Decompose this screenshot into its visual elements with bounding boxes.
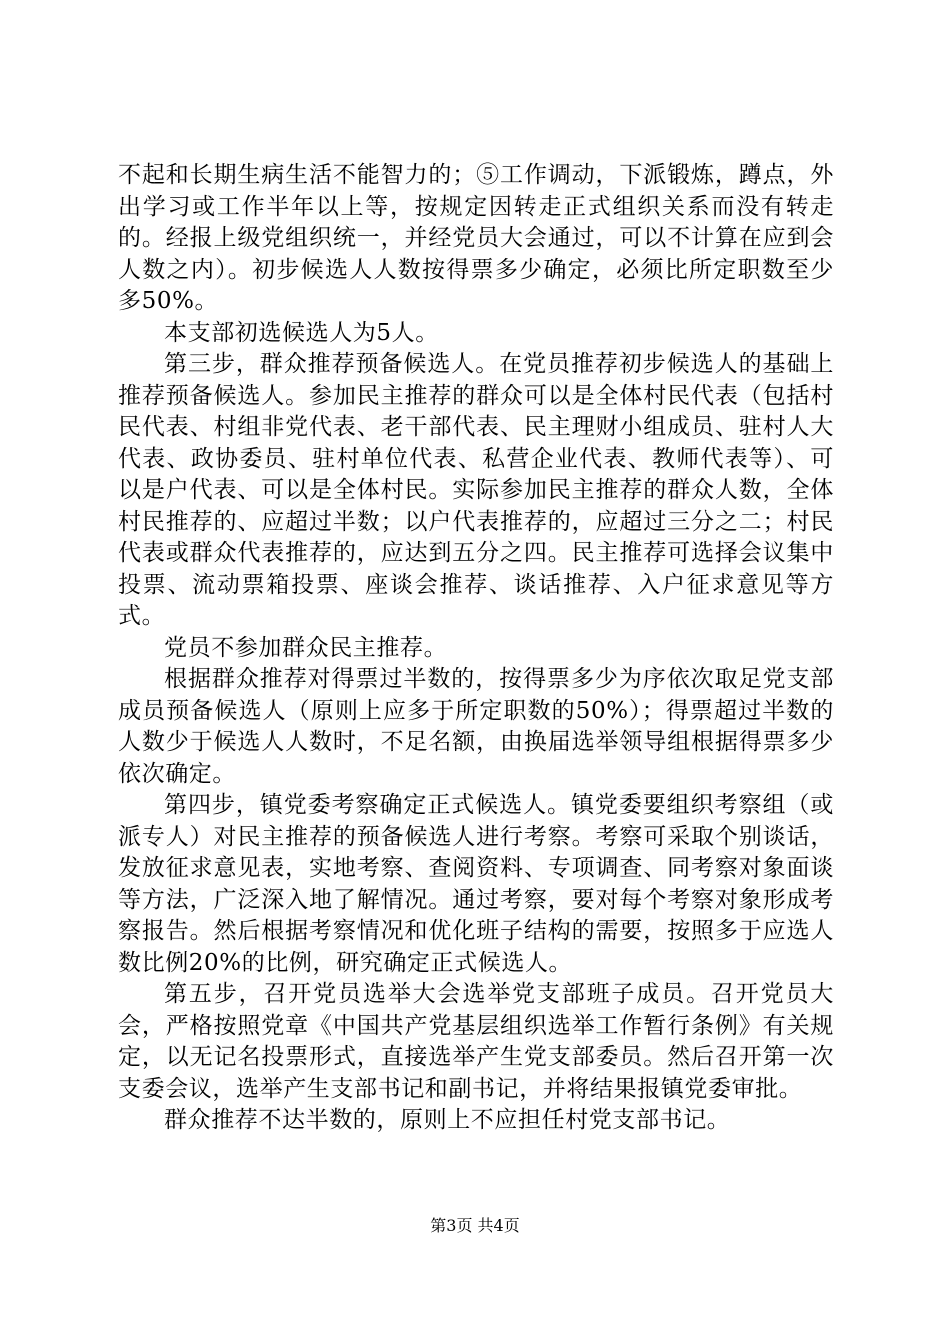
paragraph-7: 第五步，召开党员选举大会选举党支部班子成员。召开党员大会，严格按照党章《中国共产党基层组织选举工作暂行条例》有关规定，以无记名投票形式，直接选举产生党支部委员。然后召开第一次支委会议，选举产生支部书记和副书记，并将结果报镇党委审批。 xyxy=(118,981,834,1102)
paragraph-6: 第四步，镇党委考察确定正式候选人。镇党委要组织考察组（或派专人）对民主推荐的预备候选人进行考察。考察可采取个别谈话，发放征求意见表，实地考察、查阅资料、专项调查、同考察对象面谈等方法，广泛深入地了解情况。通过考察，要对每个考察对象形成考察报告。然后根据考察情况和优化班子结构的需要，按照多于应选人数比例20%的比例，研究确定正式候选人。 xyxy=(118,792,834,976)
page-footer: 第3页 共4页 xyxy=(430,1216,520,1235)
paragraph-8: 群众推荐不达半数的，原则上不应担任村党支部书记。 xyxy=(164,1107,731,1133)
paragraph-4: 党员不参加群众民主推荐。 xyxy=(164,634,448,661)
document-body xyxy=(118,160,834,1137)
paragraph-3: 第三步，群众推荐预备候选人。在党员推荐初步候选人的基础上推荐预备候选人。参加民主推荐的群众可以是全体村民代表（包括村民代表、村组非党代表、老干部代表、民主理财小组成员、驻村人大代表、政协委员、驻村单位代表、私营企业代表、教师代表等）、可以是户代表、可以是全体村民。实际参加民主推荐的群众人数，全体村民推荐的、应超过半数；以户代表推荐的，应超过三分之二；村民代表或群众代表推荐的，应达到五分之四。民主推荐可选择会议集中投票、流动票箱投票、座谈会推荐、谈话推荐、入户征求意见等方式。 xyxy=(118,351,834,629)
paragraph-1: 不起和长期生病生活不能智力的；⑤工作调动，下派锻炼，蹲点，外出学习或工作半年以上等，按规定因转走正式组织关系而没有转走的。经报上级党组织统一，并经党员大会通过，可以不计算在应到会人数之内）。初步候选人人数按得票多少确定，必须比所定职数至少多50%。 xyxy=(118,162,834,314)
paragraph-2: 本支部初选候选人为5人。 xyxy=(164,319,439,346)
paragraph-5: 根据群众推荐对得票过半数的，按得票多少为序依次取足党支部成员预备候选人（原则上应多于所定职数的50%）；得票超过半数的人数少于候选人人数时，不足名额，由换届选举领导组根据得票多少依次确定。 xyxy=(118,666,834,787)
